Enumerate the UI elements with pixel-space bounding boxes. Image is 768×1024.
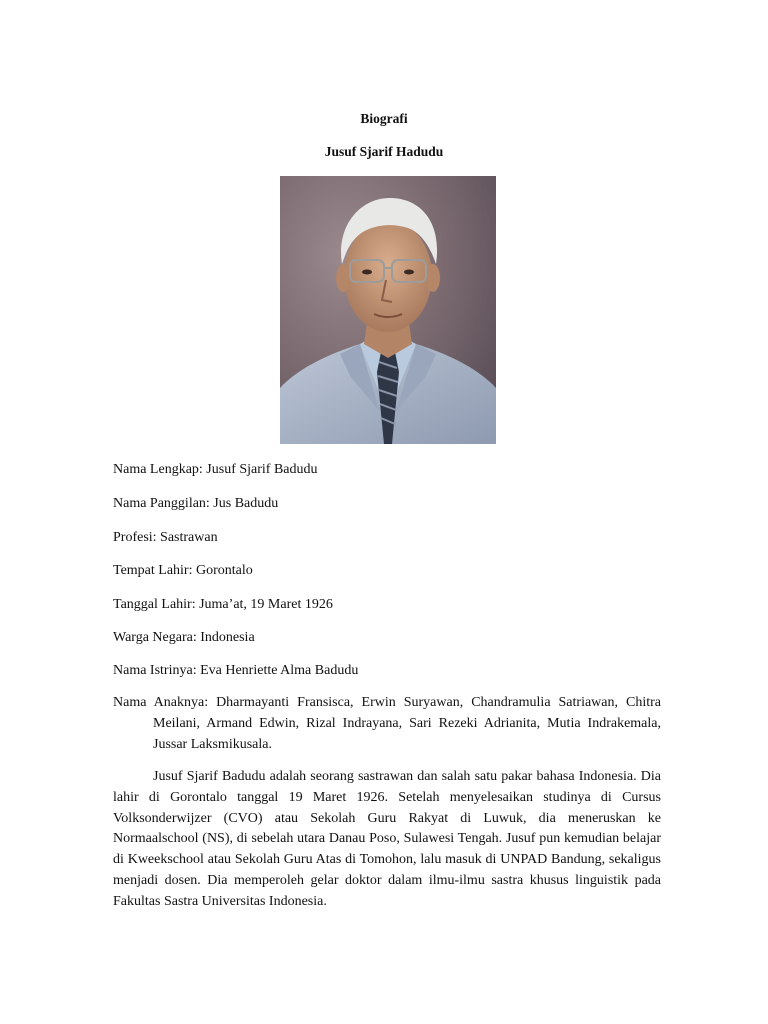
field-children: Nama Anaknya: Dharmayanti Fransisca, Erwin Suryawan, Chandramulia Satriawan, Chitra Meilani, Armand Edwin, Rizal Indrayana, Sari Rezeki Adrianita, Mutia Indrakemala, Jussar Laksmikusala.: [113, 695, 661, 752]
portrait-photo-icon: [280, 176, 496, 444]
portrait-photo: [280, 176, 496, 444]
field-birthdate: Tanggal Lahir: Juma’at, 19 Maret 1926: [113, 597, 333, 612]
document-heading: Biografi: [360, 111, 408, 126]
field-spouse: Nama Istrinya: Eva Henriette Alma Badudu: [113, 663, 359, 678]
field-nickname: Nama Panggilan: Jus Badudu: [113, 496, 279, 511]
field-profession: Profesi: Sastrawan: [113, 530, 218, 545]
field-citizenship: Warga Negara: Indonesia: [113, 630, 255, 645]
field-full-name: Nama Lengkap: Jusuf Sjarif Badudu: [113, 462, 318, 477]
field-birthplace: Tempat Lahir: Gorontalo: [113, 563, 253, 578]
biography-paragraph: Jusuf Sjarif Badudu adalah seorang sastrawan dan salah satu pakar bahasa Indonesia. Dia lahir di Gorontalo tanggal 19 Maret 1926. Setelah menyelesaikan studinya di Cursus Volksonderwijzer (CVO) atau Sekolah Guru Rakyat di Luwuk, dia meneruskan ke Normaalschool (NS), di sebelah utara Danau Poso, Sulawesi Tengah. Jusuf pun kemudian belajar di Kweekschool atau Sekolah Guru Atas di Tomohon, lalu masuk di UNPAD Bandung, sekaligus menjadi dosen. Dia memperoleh gelar doktor dalam ilmu-ilmu sastra khusus linguistik pada Fakultas Sastra Universitas Indonesia.: [113, 769, 661, 909]
subject-name-heading: Jusuf Sjarif Hadudu: [324, 144, 444, 159]
